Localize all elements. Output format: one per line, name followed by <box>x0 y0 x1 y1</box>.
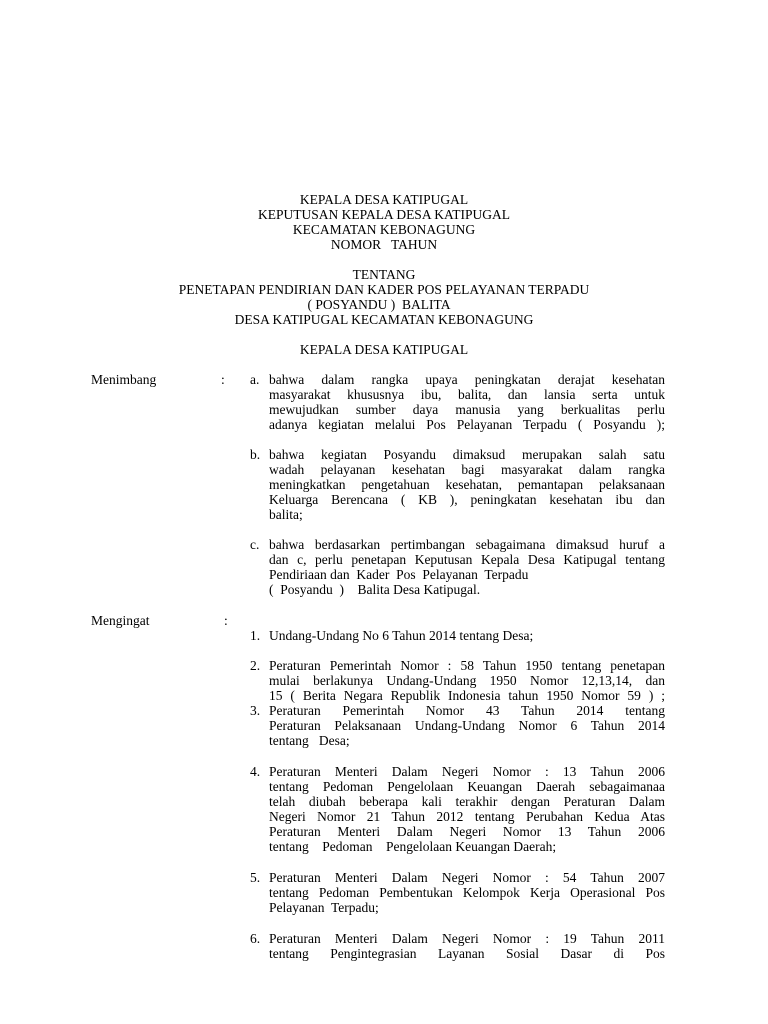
menimbang-item-c-line: ( Posyandu ) Balita Desa Katipugal. <box>269 582 481 597</box>
menimbang-item-a-line: bahwa dalam rangka upaya peningkatan derajat kesehatan <box>269 372 665 387</box>
menimbang-item-a-line: masyarakat khususnya ibu, balita, dan lansia serta untuk <box>269 387 665 402</box>
menimbang-colon: : <box>221 372 225 387</box>
menimbang-item-a-marker: a. <box>250 372 260 387</box>
mengingat-item-6-number: 6. <box>250 931 261 946</box>
mengingat-item-5-line: Peraturan Menteri Dalam Negeri Nomor : 54 Tahun 2007 <box>269 870 665 885</box>
mengingat-item-5-line: tentang Pedoman Pembentukan Kelompok Kerja Operasional Pos <box>269 885 665 900</box>
mengingat-colon: : <box>224 613 228 628</box>
title-line-1: PENETAPAN PENDIRIAN DAN KADER POS PELAYANAN TERPADU <box>178 282 590 297</box>
menimbang-item-c-marker: c. <box>250 537 260 552</box>
menimbang-item-c-line: bahwa berdasarkan pertimbangan sebagaimana dimaksud huruf a <box>269 537 665 552</box>
menimbang-label: Menimbang <box>91 372 157 387</box>
mengingat-item-3-number: 3. <box>250 703 261 718</box>
header-keputusan: KEPUTUSAN KEPALA DESA KATIPUGAL <box>258 207 510 222</box>
mengingat-item-3-line: Peraturan Pemerintah Nomor 43 Tahun 2014 tentang <box>269 703 665 718</box>
menimbang-item-a-line: adanya kegiatan melalui Pos Pelayanan Terpadu ( Posyandu ); <box>269 417 665 432</box>
mengingat-item-2-line: 15 ( Berita Negara Republik Indonesia tahun 1950 Nomor 59 ) ; <box>269 688 665 703</box>
menimbang-item-b-line: meningkatkan pengetahuan kesehatan, pemantapan pelaksanaan <box>269 477 665 492</box>
mengingat-item-4-line: telah diubah beberapa kali terakhir dengan Peraturan Dalam <box>269 794 665 809</box>
menimbang-item-b-line: Keluarga Berencana ( KB ), peningkatan kesehatan ibu dan <box>269 492 665 507</box>
menimbang-item-b-marker: b. <box>250 447 261 462</box>
menimbang-item-a-line: mewujudkan sumber daya manusia yang berkualitas perlu <box>269 402 665 417</box>
menimbang-item-b-line: balita; <box>269 507 303 522</box>
mengingat-item-4-number: 4. <box>250 764 261 779</box>
mengingat-item-3-line: Peraturan Pelaksanaan Undang-Undang Nomor 6 Tahun 2014 <box>269 718 665 733</box>
header-nomor: NOMOR TAHUN <box>330 237 438 252</box>
mengingat-item-4-line: Peraturan Menteri Dalam Negeri Nomor 13 Tahun 2006 <box>269 824 665 839</box>
issuer-heading: KEPALA DESA KATIPUGAL <box>299 342 469 357</box>
mengingat-label: Mengingat <box>91 613 150 628</box>
mengingat-item-3-line: tentang Desa; <box>269 733 350 748</box>
mengingat-item-4-line: tentang Pedoman Pengelolaan Keuangan Daerah sebagaimanaa <box>269 779 665 794</box>
mengingat-item-4-line: Peraturan Menteri Dalam Negeri Nomor : 13 Tahun 2006 <box>269 764 665 779</box>
mengingat-item-4-line: tentang Pedoman Pengelolaan Keuangan Daerah; <box>269 839 557 854</box>
mengingat-item-2-line: mulai berlakunya Undang-Undang 1950 Nomor 12,13,14, dan <box>269 673 665 688</box>
mengingat-item-2-line: Peraturan Pemerintah Nomor : 58 Tahun 1950 tentang penetapan <box>269 658 665 673</box>
menimbang-item-c-line: Pendiriaan dan Kader Pos Pelayanan Terpadu <box>269 567 529 582</box>
menimbang-item-b-line: wadah pelayanan kesehatan bagi masyarakat dalam rangka <box>269 462 665 477</box>
mengingat-item-5-line: Pelayanan Terpadu; <box>269 900 379 915</box>
mengingat-item-1-line: Undang-Undang No 6 Tahun 2014 tentang Desa; <box>269 628 534 643</box>
mengingat-item-6-line: tentang Pengintegrasian Layanan Sosial Dasar di Pos <box>269 946 665 961</box>
mengingat-item-4-line: Negeri Nomor 21 Tahun 2012 tentang Perubahan Kedua Atas <box>269 809 665 824</box>
menimbang-item-b-line: bahwa kegiatan Posyandu dimaksud merupakan salah satu <box>269 447 665 462</box>
mengingat-item-2-number: 2. <box>250 658 261 673</box>
mengingat-item-6-line: Peraturan Menteri Dalam Negeri Nomor : 19 Tahun 2011 <box>269 931 665 946</box>
header-tentang: TENTANG <box>352 267 416 282</box>
title-line-2: ( POSYANDU ) BALITA <box>307 297 451 312</box>
header-kecamatan: KECAMATAN KEBONAGUNG <box>292 222 476 237</box>
mengingat-item-1-number: 1. <box>250 628 261 643</box>
header-kepala-desa: KEPALA DESA KATIPUGAL <box>299 192 469 207</box>
title-line-3: DESA KATIPUGAL KECAMATAN KEBONAGUNG <box>234 312 534 327</box>
menimbang-item-c-line: dan c, perlu penetapan Keputusan Kepala Desa Katipugal tentang <box>269 552 665 567</box>
mengingat-item-5-number: 5. <box>250 870 261 885</box>
